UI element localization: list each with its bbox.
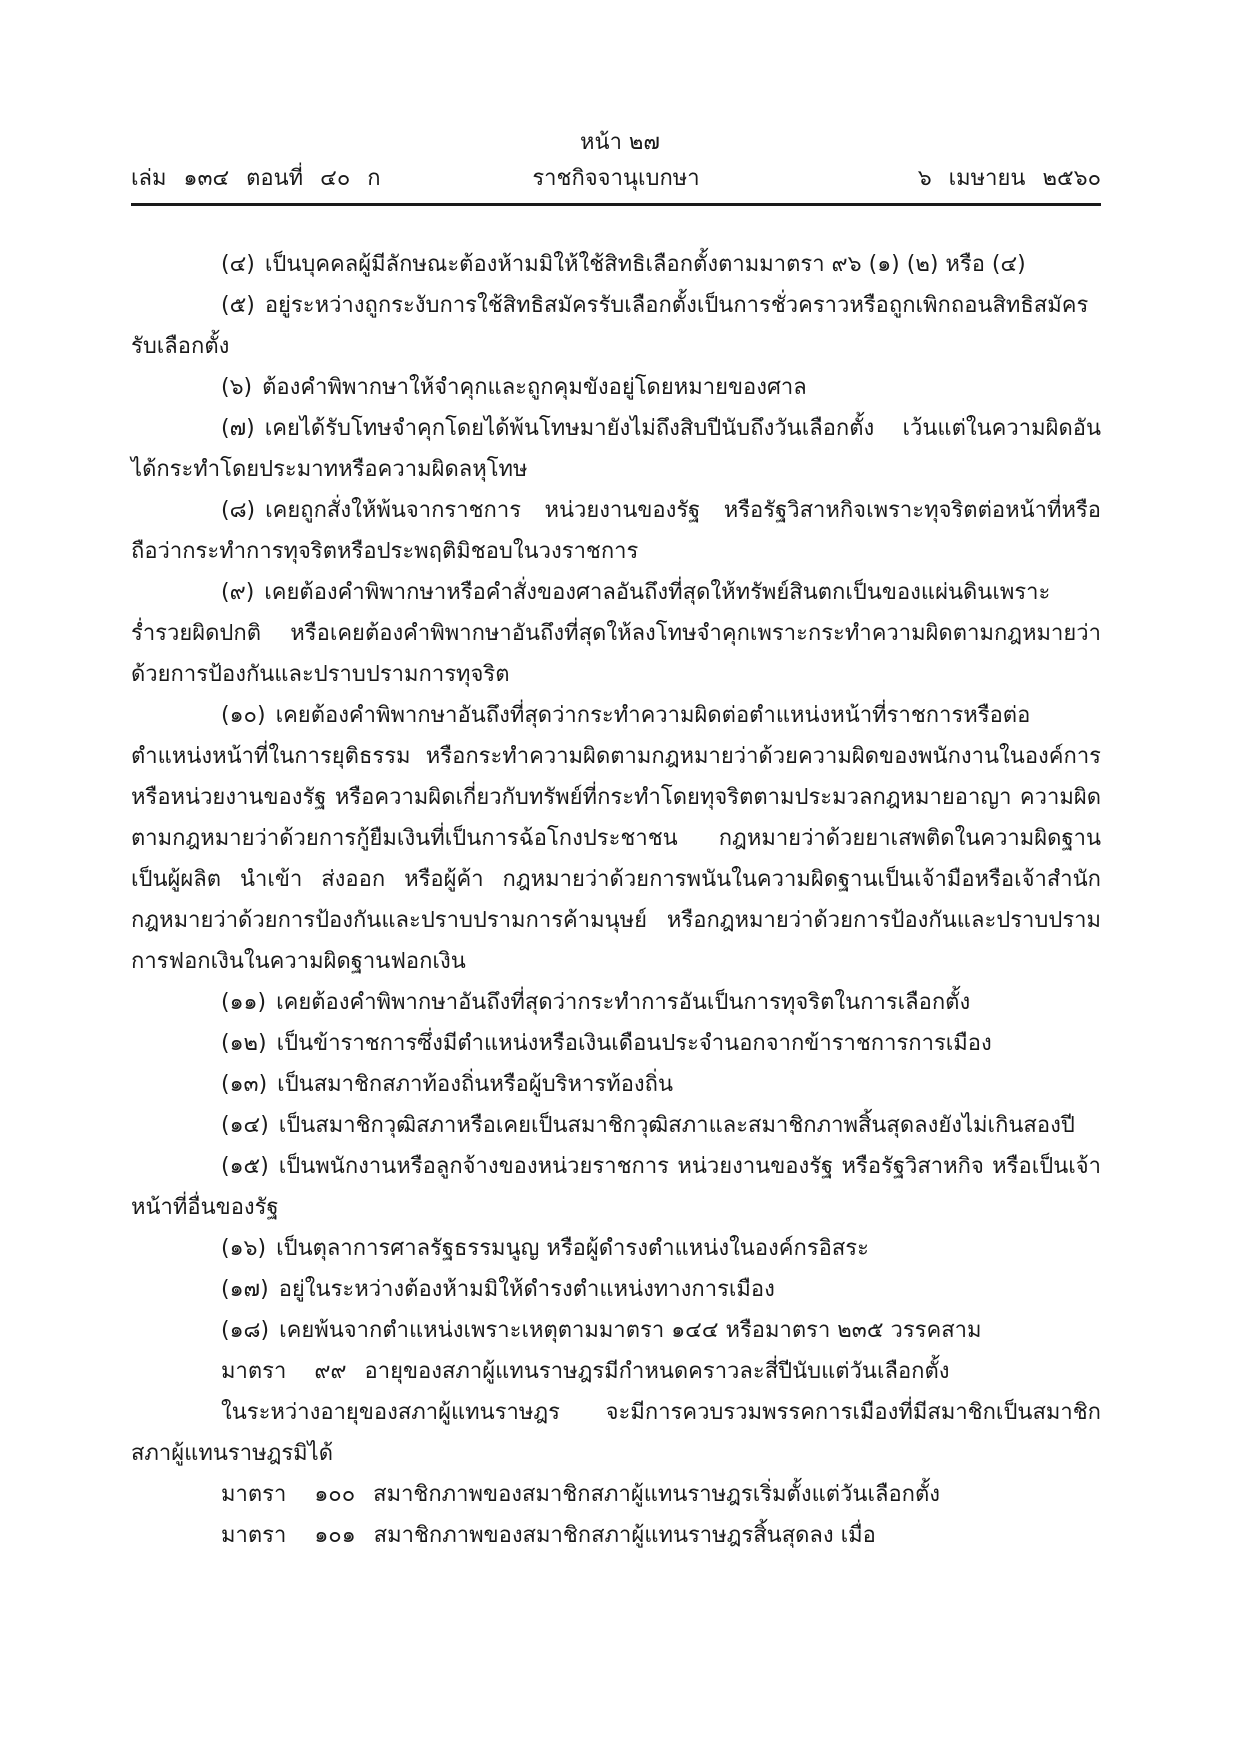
item-number: (๑๓) — [221, 1072, 268, 1097]
section-number: ๙๙ — [314, 1359, 347, 1384]
page-header — [131, 164, 1101, 198]
item-number: (๙) — [221, 580, 255, 605]
list-item — [131, 1105, 1101, 1146]
item-text: เคยต้องคำพิพากษาอันถึงที่สุดว่ากระทำความผิดต่อตำแหน่งหน้าที่ราชการหรือต่อตำแหน่งหน้าที่ในการยุติธรรม หรือกระทำความผิดตามกฎหมายว่าด้วยความผิดของพนักงานในองค์การหรือหน่วยงานของรัฐ หรือความผิดเกี่ยวกับทรัพย์ที่กระทำโดยทุจริตตามประมวลกฎหมายอาญา ความผิดตามกฎหมายว่าด้วยการกู้ยืมเงินที่เป็นการฉ้อโกงประชาชน กฎหมายว่าด้วยยาเสพติดในความผิดฐานเป็นผู้ผลิต นำเข้า ส่งออก หรือผู้ค้า กฎหมายว่าด้วยการพนันในความผิดฐานเป็นเจ้ามือหรือเจ้าสำนัก กฎหมายว่าด้วยการป้องกันและปราบปรามการค้ามนุษย์ หรือกฎหมายว่าด้วยการป้องกันและปราบปรามการฟอกเงินในความผิดฐานฟอกเงิน — [131, 703, 1101, 974]
section-label: มาตรา — [221, 1523, 287, 1548]
list-item — [131, 695, 1101, 982]
section-number: ๑๐๑ — [314, 1523, 356, 1548]
item-number: (๔) — [221, 252, 255, 277]
list-item — [131, 244, 1101, 285]
publication-date: ๖ เมษายน ๒๕๖๐ — [917, 166, 1101, 191]
document-body — [131, 244, 1101, 1556]
list-item — [131, 490, 1101, 572]
section-text: ในระหว่างอายุของสภาผู้แทนราษฎร จะมีการควบรวมพรรคการเมืองที่มีสมาชิกเป็นสมาชิกสภาผู้แทนราษฎรมิได้ — [131, 1400, 1101, 1466]
item-text: เคยต้องคำพิพากษาหรือคำสั่งของศาลอันถึงที่สุดให้ทรัพย์สินตกเป็นของแผ่นดินเพราะร่ำรวยผิดปกติ หรือเคยต้องคำพิพากษาอันถึงที่สุดให้ลงโทษจำคุกเพราะกระทำความผิดตามกฎหมายว่าด้วยการป้องกันและปราบปรามการทุจริต — [131, 580, 1101, 687]
item-text: เคยถูกสั่งให้พ้นจากราชการ หน่วยงานของรัฐ หรือรัฐวิสาหกิจเพราะทุจริตต่อหน้าที่หรือถือว่ากระทำการทุจริตหรือประพฤติมิชอบในวงราชการ — [131, 498, 1101, 564]
item-text: เป็นบุคคลผู้มีลักษณะต้องห้ามมิให้ใช้สิทธิเลือกตั้งตามมาตรา ๙๖ (๑) (๒) หรือ (๔) — [264, 252, 1026, 277]
page-number: หน้า ๒๗ — [580, 130, 660, 155]
list-item — [131, 1269, 1101, 1310]
item-text: เป็นพนักงานหรือลูกจ้างของหน่วยราชการ หน่วยงานของรัฐ หรือรัฐวิสาหกิจ หรือเป็นเจ้าหน้าที่อื่นของรัฐ — [131, 1154, 1101, 1220]
header-divider — [131, 203, 1101, 206]
list-item — [131, 1228, 1101, 1269]
list-item — [131, 285, 1101, 367]
section-paragraph — [131, 1392, 1101, 1474]
item-number: (๑๔) — [221, 1113, 269, 1138]
list-item — [131, 982, 1101, 1023]
list-item — [131, 408, 1101, 490]
section-text: อายุของสภาผู้แทนราษฎรมีกำหนดคราวละสี่ปีนับแต่วันเลือกตั้ง — [364, 1359, 950, 1384]
item-number: (๑๐) — [221, 703, 266, 728]
section-paragraph — [131, 1515, 1101, 1556]
item-number: (๑๘) — [221, 1318, 270, 1343]
item-number: (๑๑) — [221, 990, 267, 1015]
section-paragraph — [131, 1474, 1101, 1515]
item-number: (๑๖) — [221, 1236, 267, 1261]
item-text: อยู่ระหว่างถูกระงับการใช้สิทธิสมัครรับเลือกตั้งเป็นการชั่วคราวหรือถูกเพิกถอนสิทธิสมัครรับเลือกตั้ง — [131, 293, 1089, 359]
volume-issue: เล่ม ๑๓๔ ตอนที่ ๔๐ ก — [131, 166, 381, 191]
list-item — [131, 1310, 1101, 1351]
section-label: มาตรา — [221, 1359, 287, 1384]
item-text: เป็นตุลาการศาลรัฐธรรมนูญ หรือผู้ดำรงตำแหน่งในองค์กรอิสระ — [276, 1236, 869, 1261]
item-text: เคยพ้นจากตำแหน่งเพราะเหตุตามมาตรา ๑๔๔ หรือมาตรา ๒๓๕ วรรคสาม — [279, 1318, 982, 1343]
section-label: มาตรา — [221, 1482, 287, 1507]
list-item — [131, 1023, 1101, 1064]
list-item — [131, 1146, 1101, 1228]
item-number: (๑๕) — [221, 1154, 269, 1179]
item-text: อยู่ในระหว่างต้องห้ามมิให้ดำรงตำแหน่งทางการเมือง — [278, 1277, 775, 1302]
list-item — [131, 1064, 1101, 1105]
list-item — [131, 572, 1101, 695]
section-text: สมาชิกภาพของสมาชิกสภาผู้แทนราษฎรเริ่มตั้งแต่วันเลือกตั้ง — [373, 1482, 941, 1507]
item-number: (๕) — [221, 293, 255, 318]
item-text: เป็นสมาชิกสภาท้องถิ่นหรือผู้บริหารท้องถิ่น — [277, 1072, 674, 1097]
item-number: (๑๒) — [221, 1031, 267, 1056]
list-item — [131, 367, 1101, 408]
item-text: เคยต้องคำพิพากษาอันถึงที่สุดว่ากระทำการอันเป็นการทุจริตในการเลือกตั้ง — [276, 990, 971, 1015]
item-text: เป็นสมาชิกวุฒิสภาหรือเคยเป็นสมาชิกวุฒิสภาและสมาชิกภาพสิ้นสุดลงยังไม่เกินสองปี — [278, 1113, 1075, 1138]
item-text: เป็นข้าราชการซึ่งมีตำแหน่งหรือเงินเดือนประจำนอกจากข้าราชการการเมือง — [276, 1031, 992, 1056]
section-paragraph — [131, 1351, 1101, 1392]
publication-title: ราชกิจจานุเบกษา — [532, 166, 700, 191]
item-number: (๑๗) — [221, 1277, 269, 1302]
item-text: ต้องคำพิพากษาให้จำคุกและถูกคุมขังอยู่โดยหมายของศาล — [262, 375, 807, 400]
section-number: ๑๐๐ — [314, 1482, 356, 1507]
item-number: (๘) — [221, 498, 256, 523]
item-text: เคยได้รับโทษจำคุกโดยได้พ้นโทษมายังไม่ถึงสิบปีนับถึงวันเลือกตั้ง เว้นแต่ในความผิดอันได้กระทำโดยประมาทหรือความผิดลหุโทษ — [131, 416, 1101, 482]
section-text: สมาชิกภาพของสมาชิกสภาผู้แทนราษฎรสิ้นสุดลง เมื่อ — [373, 1523, 876, 1548]
item-number: (๗) — [221, 416, 255, 441]
item-number: (๖) — [221, 375, 253, 400]
